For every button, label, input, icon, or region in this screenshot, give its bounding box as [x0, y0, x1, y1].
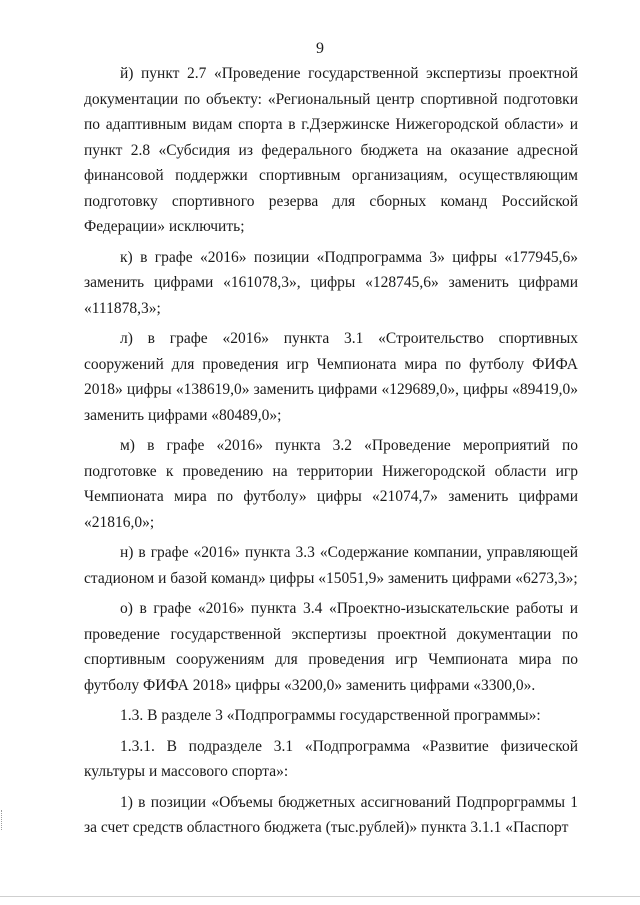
paragraph-item-1: 1) в позиции «Объемы бюджетных ассигнований Подпрорграммы 1 за счет средств областного бюджета (тыс.рублей)» пункта 3.1.1 «Паспорт	[84, 793, 578, 836]
paragraph-item-m: м) в графе «2016» пункта 3.2 «Проведение мероприятий по подготовке к проведению на территории Нижегородской области игр Чемпионата мира по футболу» цифры «21074,7» заменить цифрами «21816,0»;	[84, 437, 578, 531]
document-body	[84, 61, 578, 846]
paragraph-item-y: й) пункт 2.7 «Проведение государственной экспертизы проектной документации по объекту: «Региональный центр спортивной подготовки по адаптивным видам спорта в г.Дзержинске Нижегородской области» и пункт 2.8 «Субсидия из федерального бюджета на оказание адресной финансовой поддержки спортивным организациям, осуществляющим подготовку спортивного резерва для сборных команд Российской Федерации» исключить;	[84, 65, 578, 235]
paragraph-item-n: н) в графе «2016» пункта 3.3 «Содержание компании, управляющей стадионом и базой команд» цифры «15051,9» заменить цифрами «6273,3»;	[84, 544, 578, 587]
paragraph-item-o: о) в графе «2016» пункта 3.4 «Проектно-изыскательские работы и проведение государственной экспертизы проектной документации по спортивным сооружениям для проведения игр Чемпионата мира по футболу ФИФА 2018» цифры «3200,0» заменить цифрами «3300,0».	[84, 600, 578, 694]
scan-artifact	[1, 810, 6, 830]
section-heading-1-3: 1.3. В разделе 3 «Подпрограммы государственной программы»:	[120, 707, 541, 724]
paragraph-item-k: к) в графе «2016» позиции «Подпрограмма 3» цифры «177945,6» заменить цифрами «161078,3», цифры «128745,6» заменить цифрами «111878,3»;	[84, 248, 578, 317]
page-number: 9	[316, 40, 324, 57]
page-bottom-edge	[0, 896, 640, 897]
subsection-heading-1-3-1: 1.3.1. В подразделе 3.1 «Подпрограмма «Развитие физической культуры и массового спорта»:	[84, 737, 578, 780]
paragraph-item-l: л) в графе «2016» пункта 3.1 «Строительство спортивных сооружений для проведения игр Чемпионата мира по футболу ФИФА 2018» цифры «138619,0» заменить цифрами «129689,0», цифры «89419,0» заменить цифрами «80489,0»;	[84, 330, 578, 424]
